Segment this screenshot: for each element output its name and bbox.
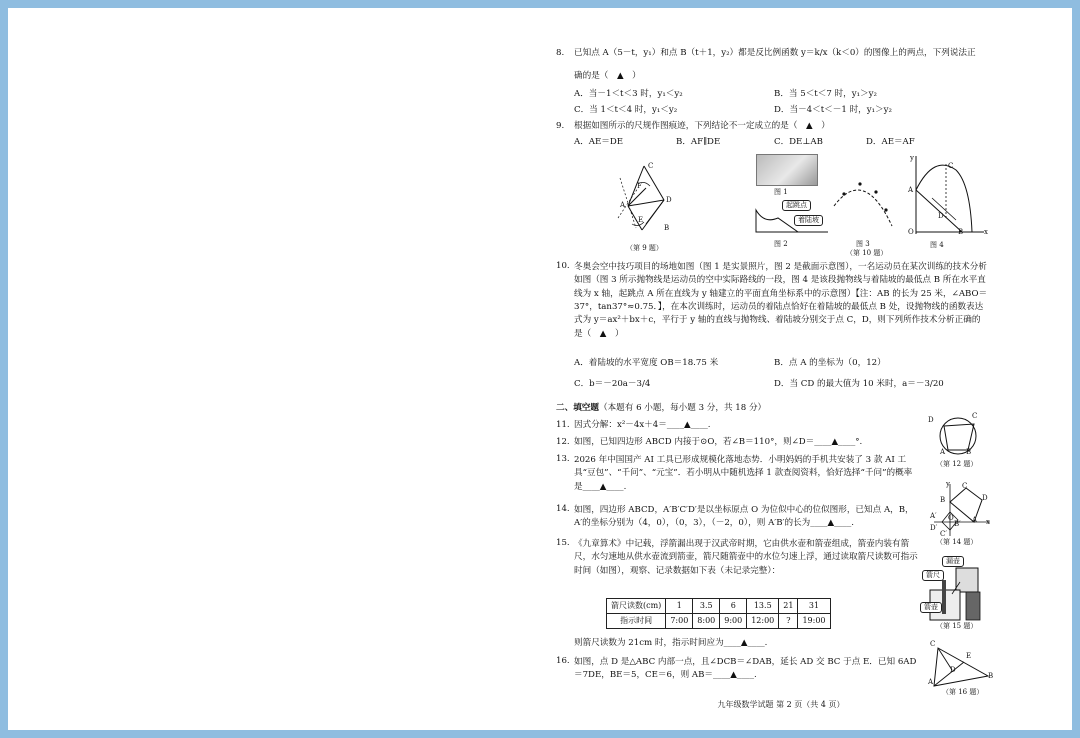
q14-point-d: D <box>982 494 988 502</box>
q16-text: 如图，点 D 是△ABC 内部一点，且∠DCB＝∠DAB，延长 AD 交 BC 于点 E．已知 6AD＝7DE，BE＝5，CE＝6，则 AB＝____▲____. <box>574 657 917 681</box>
q10-caption: （第 10 题） <box>846 249 888 257</box>
q10-fig1-label: 图 1 <box>774 188 788 196</box>
q10-option-a: A．着陆坡的水平宽度 OB＝18.75 米 <box>574 358 719 368</box>
q16-point-a: A <box>928 678 934 686</box>
q16-number: 16. <box>556 656 570 666</box>
q15-table-row-time <box>607 614 831 629</box>
q9-number: 9. <box>556 121 565 131</box>
q15-number-row <box>556 538 574 549</box>
q10-fig2-label: 图 2 <box>774 240 788 248</box>
q15-cell: ? <box>779 614 798 629</box>
q14-point-b: B <box>940 496 946 504</box>
q12-number: 12. <box>556 437 570 447</box>
q15-text: 《九章算术》中记载，浮箭漏出现于汉武帝时期，它由供水壶和箭壶组成，箭壶内装有箭尺，水匀速地从供水壶流到箭壶，箭尺随箭壶中的水位匀速上浮，通过读取箭尺读数可指示时间（如图），观察、记录数据如下表（未记录完整）： <box>574 539 918 576</box>
q9-point-b: B <box>664 224 670 232</box>
q15-row2-label: 指示时间 <box>607 614 666 629</box>
q11-row <box>556 420 711 431</box>
q15-cell: 9:00 <box>720 614 747 629</box>
q10-fig3-label: 图 3 <box>856 240 870 248</box>
q15-table-row-reading <box>607 599 831 614</box>
q12-point-a: A <box>940 448 946 456</box>
q10-figure4 <box>908 154 986 238</box>
q16-number-row <box>556 656 574 667</box>
q14-point-c-prime: C′ <box>940 530 947 538</box>
q15-cell: 21 <box>779 599 798 614</box>
q10-text: 冬奥会空中技巧项目的场地如图（图 1 是实景照片，图 2 是截面示意图），一名运动员在某次训练的技术分析如图（图 3 所示抛物线是运动员的空中实际路线的一段，图 4 是该段抛物线与着陆坡的最低点 B 所在水平直线为 x 轴，起跳点 A 所在直线为 y 轴建立的平面直角坐标系中的示意图）【注：AB 的长为 25 米，∠ABO＝37°，tan37°≈0.75．】，在本次训练时，运动员的着陆点恰好在着陆坡的最低点 B 处，设抛物线的函数表达式为 y＝ax²＋bx＋c，平行于 y 轴的直线与抛物线、着陆坡分别交于点 C，D，则下列所作技术分析正确的是（ ▲ ） <box>574 262 988 339</box>
q8-option-d: D．当－4＜t＜－1 时，y₁＞y₂ <box>774 105 892 115</box>
q10-landing-slope-tag: 着陆坡 <box>794 215 823 226</box>
q10-option-d: D．当 CD 的最大值为 10 米时，a＝－3/20 <box>774 379 944 389</box>
q15-tag-jian-hu: 箭壶 <box>920 602 942 613</box>
q8-number: 8. <box>556 48 565 58</box>
q14-point-a-prime: A′ <box>930 512 937 520</box>
q15-answer-line: 则箭尺读数为 21cm 时，指示时间应为____▲____. <box>574 638 768 648</box>
q10-option-c: C．b＝－20a－3/4 <box>574 379 651 389</box>
q11-number: 11. <box>556 420 570 430</box>
exam-sheet <box>8 8 1072 730</box>
q10-figure3 <box>830 176 900 232</box>
q12-caption: （第 12 题） <box>936 460 978 468</box>
q14-point-c: C <box>962 482 968 490</box>
q10-number-row <box>556 261 574 272</box>
section-2-title: 二、填空题 <box>556 403 599 413</box>
q14-caption: （第 14 题） <box>936 538 978 546</box>
q15-cell: 8:00 <box>693 614 720 629</box>
section-2-note: （本题有 6 小题，每小题 3 分，共 18 分） <box>598 403 767 413</box>
q14-origin-o: O <box>948 514 954 522</box>
q10-origin-o: O <box>908 228 914 236</box>
q12-row <box>556 437 862 448</box>
q14-number: 14. <box>556 504 570 514</box>
q10-axis-x: x <box>984 228 988 236</box>
q9-point-f: F <box>637 182 642 190</box>
q15-cell: 13.5 <box>747 599 779 614</box>
q16-point-c: C <box>930 640 936 648</box>
q12-text: 如图，已知四边形 ABCD 内接于⊙O，若∠B＝110°，则∠D＝____▲____°. <box>574 437 863 447</box>
q10-point-b: B <box>958 228 964 236</box>
q8-option-c: C．当 1＜t＜4 时，y₁＜y₂ <box>574 105 678 115</box>
q14-axis-x: x <box>986 518 990 526</box>
q16-point-d: D <box>950 666 956 674</box>
q14-point-d-prime: D′ <box>930 524 938 532</box>
q9-text: 根据如图所示的尺规作图痕迹，下列结论不一定成立的是（ ▲ ） <box>574 121 830 131</box>
q10-point-a: A <box>908 186 914 194</box>
q16-point-b: B <box>988 672 994 680</box>
q14-axis-y: y <box>946 480 950 488</box>
q9-option-c: C．DE⊥AB <box>774 137 823 147</box>
q12-point-d: D <box>928 416 934 424</box>
q15-cell: 7:00 <box>666 614 693 629</box>
q14-number-row <box>556 504 574 515</box>
q10-number: 10. <box>556 261 570 271</box>
q9-caption: （第 9 题） <box>626 244 663 252</box>
q13-number: 13. <box>556 454 570 464</box>
q16-point-e: E <box>966 652 972 660</box>
q9-point-d: D <box>666 196 672 204</box>
q8-text: 已知点 A（5－t，y₁）和点 B（t＋1，y₂）都是反比例函数 y＝k/x（k＜0）的图像上的两点，下列说法正 <box>574 48 976 58</box>
section-2-heading <box>556 403 766 414</box>
q9-point-a: A <box>620 201 626 209</box>
q9-option-b: B．AF∥DE <box>676 137 721 147</box>
q9-option-a: A．AE＝DE <box>574 137 624 147</box>
page-footer: 九年级数学试题 第 2 页（共 4 页） <box>717 700 845 709</box>
q14-point-a: A <box>972 516 978 524</box>
q15-cell: 1 <box>666 599 693 614</box>
q10-photo-figure1 <box>756 154 818 186</box>
q15-cell: 6 <box>720 599 747 614</box>
q8-stem <box>556 48 976 59</box>
q9-stem <box>556 121 830 132</box>
q9-option-d: D．AE＝AF <box>866 137 915 147</box>
q10-option-b: B．点 A 的坐标为（0，12） <box>774 358 886 368</box>
q15-number: 15. <box>556 538 570 548</box>
q15-tag-lou-hu: 漏壶 <box>942 556 964 567</box>
q10-jump-point-tag: 起跳点 <box>782 200 811 211</box>
q15-cell: 19:00 <box>798 614 830 629</box>
q10-axis-y: y <box>910 154 914 162</box>
q9-point-c: C <box>648 162 654 170</box>
q16-caption: （第 16 题） <box>942 688 984 696</box>
q15-data-table <box>606 598 831 629</box>
q12-point-c: C <box>972 412 978 420</box>
q15-cell: 3.5 <box>693 599 720 614</box>
q11-text: 因式分解：x²－4x＋4＝____▲____. <box>574 420 711 430</box>
q14-text: 如图，四边形 ABCD，A′B′C′D′是以坐标原点 O 为位似中心的位似图形，已知点 A，B，A′的坐标分别为（4，0），（0，3），（－2，0），则 A′B′的长为____▲____. <box>574 505 914 529</box>
q15-cell: 31 <box>798 599 830 614</box>
q16-figure <box>930 644 994 690</box>
q10-point-c: C <box>948 162 954 170</box>
q12-point-b: B <box>966 448 972 456</box>
q13-number-row <box>556 454 574 465</box>
q9-point-e: E <box>638 216 644 224</box>
q15-row1-label: 箭尺读数(cm) <box>607 599 666 614</box>
q8-option-a: A．当－1＜t＜3 时，y₁＜y₂ <box>574 89 683 99</box>
q15-cell: 12:00 <box>747 614 779 629</box>
q10-fig4-label: 图 4 <box>930 241 944 249</box>
q13-text: 2026 年中国国产 AI 工具已形成规模化落地态势．小明妈妈的手机共安装了 3 款 AI 工具“豆包”、“千问”、“元宝”．若小明从中随机选择 1 款查阅资料，恰好选择“千问”的概率是____▲____. <box>574 455 913 492</box>
q8-option-b: B．当 5＜t＜7 时，y₁＞y₂ <box>774 89 877 99</box>
q15-tag-jian-chi: 箭尺 <box>922 570 944 581</box>
q14-point-b-prime: B′ <box>954 520 961 528</box>
q10-point-d: D <box>938 212 944 220</box>
q8-stem-cont: 确的是（ ▲ ） <box>574 71 641 81</box>
q15-caption: （第 15 题） <box>936 622 978 630</box>
